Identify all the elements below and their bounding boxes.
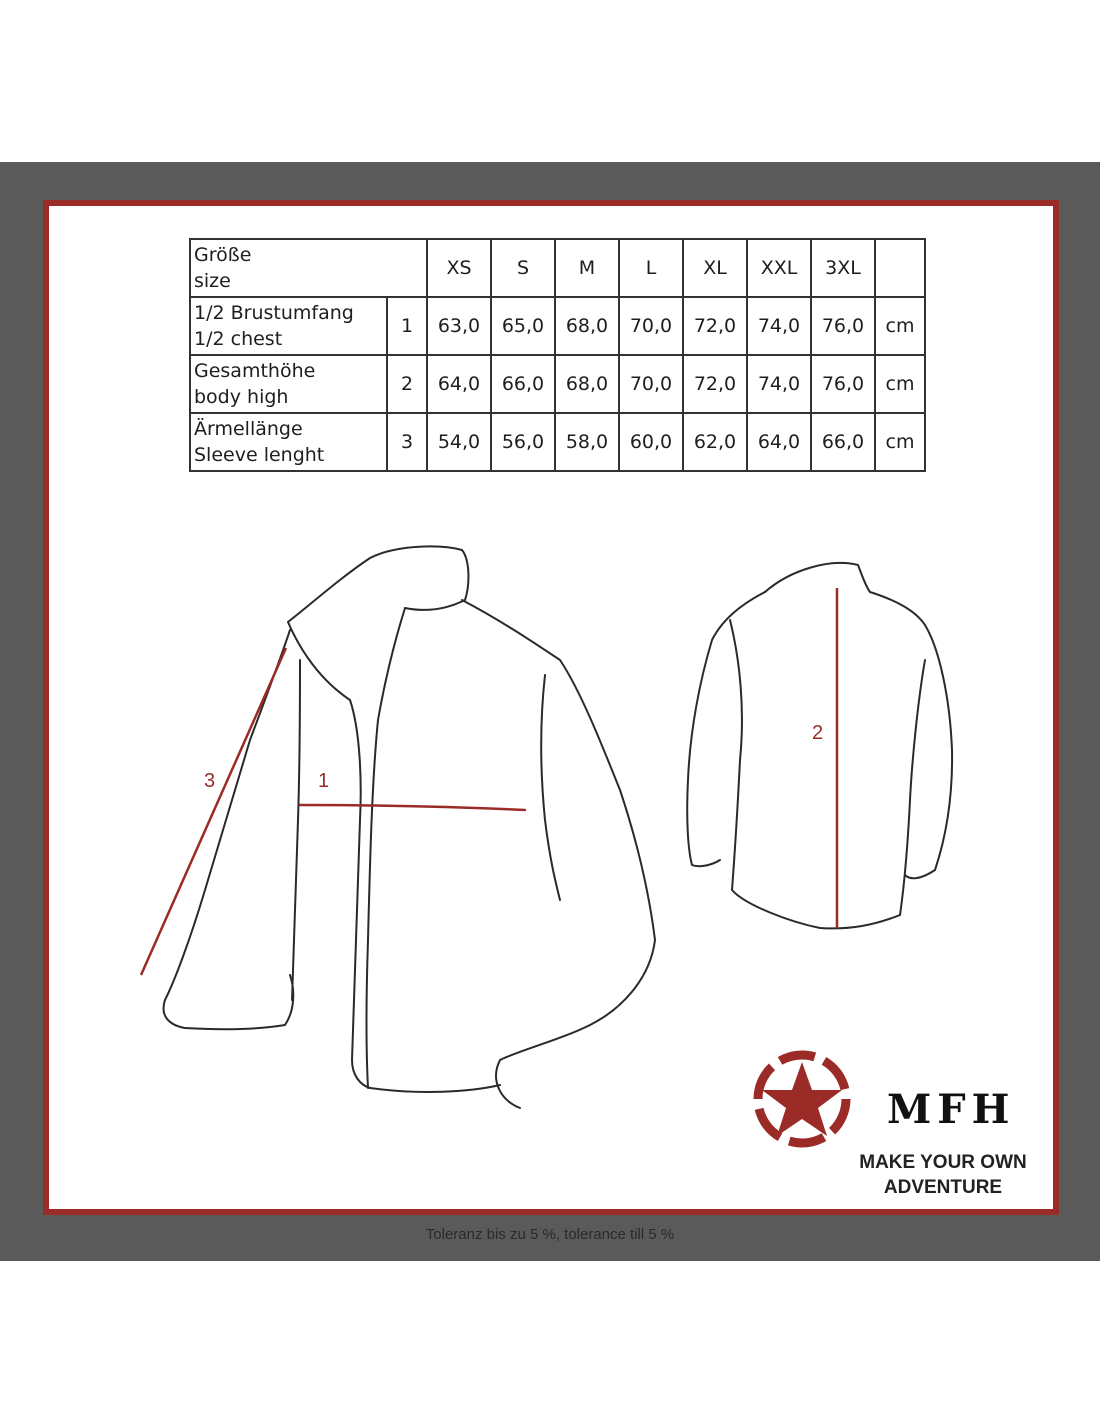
size-col-header: XL xyxy=(683,239,747,297)
row-index: 2 xyxy=(387,355,427,413)
table-cell: 66,0 xyxy=(491,355,555,413)
table-cell: 76,0 xyxy=(811,355,875,413)
row-label-en: Sleeve lenght xyxy=(194,444,325,466)
unit-cell: cm xyxy=(875,355,925,413)
row-label-de: Ärmellänge xyxy=(194,418,303,440)
unit-cell: cm xyxy=(875,297,925,355)
row-index: 3 xyxy=(387,413,427,471)
table-cell: 66,0 xyxy=(811,413,875,471)
table-cell: 60,0 xyxy=(619,413,683,471)
table-cell: 62,0 xyxy=(683,413,747,471)
size-col-header: XXL xyxy=(747,239,811,297)
size-label-de: Größe xyxy=(194,244,252,266)
size-col-header: XS xyxy=(427,239,491,297)
row-label-en: body high xyxy=(194,386,289,408)
table-cell: 65,0 xyxy=(491,297,555,355)
front-jacket-drawing xyxy=(164,546,655,1108)
table-cell: 70,0 xyxy=(619,297,683,355)
table-cell: 74,0 xyxy=(747,297,811,355)
table-cell: 56,0 xyxy=(491,413,555,471)
table-cell: 68,0 xyxy=(555,297,619,355)
table-cell: 72,0 xyxy=(683,355,747,413)
body-measure-label: 2 xyxy=(812,722,824,744)
table-cell: 64,0 xyxy=(427,355,491,413)
table-cell: 64,0 xyxy=(747,413,811,471)
table-cell: 58,0 xyxy=(555,413,619,471)
chest-measure-label: 1 xyxy=(318,770,330,792)
sleeve-measure-line xyxy=(141,648,286,975)
star-logo-icon xyxy=(758,1055,846,1143)
table-cell: 63,0 xyxy=(427,297,491,355)
table-cell: 70,0 xyxy=(619,355,683,413)
size-col-header: L xyxy=(619,239,683,297)
slogan-line-1: MAKE YOUR OWN xyxy=(859,1152,1027,1173)
size-label-en: size xyxy=(194,270,231,292)
row-index: 1 xyxy=(387,297,427,355)
table-cell: 54,0 xyxy=(427,413,491,471)
size-col-header: S xyxy=(491,239,555,297)
row-label-en: 1/2 chest xyxy=(194,328,283,350)
slogan-line-2: ADVENTURE xyxy=(883,1177,1003,1198)
row-label-de: 1/2 Brustumfang xyxy=(194,302,354,324)
brand-logo-text: MFH xyxy=(887,1086,1016,1133)
size-col-header: M xyxy=(555,239,619,297)
back-jacket-drawing xyxy=(687,563,952,928)
unit-cell: cm xyxy=(875,413,925,471)
size-col-header: 3XL xyxy=(811,239,875,297)
row-label-de: Gesamthöhe xyxy=(194,360,316,382)
table-cell: 76,0 xyxy=(811,297,875,355)
table-cell: 72,0 xyxy=(683,297,747,355)
table-cell: 74,0 xyxy=(747,355,811,413)
tolerance-note: Toleranz bis zu 5 %, tolerance till 5 % xyxy=(425,1226,675,1243)
table-cell: 68,0 xyxy=(555,355,619,413)
sleeve-measure-label: 3 xyxy=(204,770,216,792)
